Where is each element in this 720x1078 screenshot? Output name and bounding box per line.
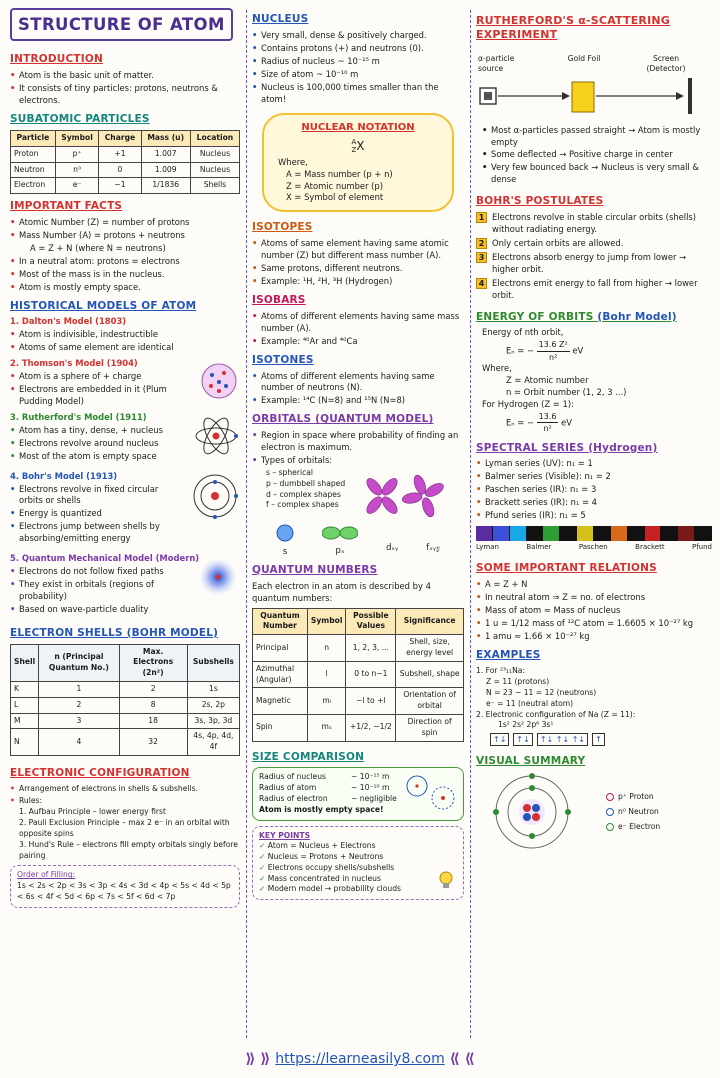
legend-neutron — [606, 807, 660, 818]
foil-label: Gold Foil — [567, 53, 601, 63]
nucleus-item: • Very small, dense & positively charged. — [252, 30, 464, 42]
energy-num-h: 13.6 — [537, 411, 559, 423]
arrow-left-icon: ⟫ ⟫ — [245, 1051, 276, 1067]
table-header: Mass (u) — [141, 131, 190, 147]
table-cell: L — [11, 697, 39, 713]
table-cell: Azimuthal (Angular) — [253, 661, 308, 688]
keypoint-item — [259, 884, 457, 895]
isotone-item: • Atoms of different elements having same number of neutrons (N). — [252, 371, 464, 395]
page-title: STRUCTURE OF ATOM — [10, 8, 233, 41]
rutherford-item: • Some deflected → Positive charge in center — [482, 149, 712, 161]
arrow-right-icon: ⟪ ⟪ — [444, 1051, 475, 1067]
config-heading: ELECTRONIC CONFIGURATION — [10, 766, 190, 779]
model-title: 2. Thomson's Model (1904) — [10, 358, 138, 369]
subatomic-heading: SUBATOMIC PARTICLES — [10, 113, 150, 126]
table-row — [11, 713, 240, 729]
energy-unit: eV — [572, 345, 584, 356]
table-cell: Nucleus — [190, 162, 239, 178]
column-divider — [246, 10, 247, 1038]
model-title: 5. Quantum Mechanical Model (Modern) — [10, 553, 200, 564]
keypoint-text: Electrons occupy shells/subshells — [267, 862, 395, 872]
energy-hyd: For Hydrogen (Z = 1): — [482, 398, 574, 409]
size-value: ~ 10⁻¹⁵ m — [351, 772, 390, 782]
table-cell: 2 — [119, 682, 187, 698]
notation-where: Where, — [278, 156, 308, 167]
relation-item: • In neutral atom ⇒ Z = no. of electrons — [476, 592, 712, 604]
table-cell: Orientation of orbital — [396, 688, 464, 715]
keypoint-item — [259, 852, 457, 863]
spectrum-label: Balmer — [526, 543, 552, 552]
size-label: Radius of nucleus — [259, 772, 326, 782]
legend-proton — [606, 792, 660, 803]
isotones-heading: ISOTONES — [252, 353, 314, 366]
table-cell: p⁺ — [55, 146, 99, 162]
spectral-item: • Lyman series (UV): n₁ = 1 — [476, 458, 712, 470]
table-cell: 8 — [119, 697, 187, 713]
model-thomson — [10, 358, 240, 408]
model-title: 1. Dalton's Model (1803) — [10, 316, 127, 327]
table-cell: 18 — [119, 713, 187, 729]
p-orbital-icon — [322, 525, 358, 541]
model-item: • Energy is quantized — [10, 508, 180, 520]
config-item: • Arrangement of electrons in shells & subshells. — [10, 784, 240, 795]
energy-num: 13.6 Z² — [537, 339, 570, 351]
neutron-dot-icon — [606, 808, 614, 816]
subatomic-table — [10, 130, 240, 194]
size-heading: SIZE COMPARISON — [252, 750, 365, 763]
filling-order-box — [10, 865, 240, 907]
table-cell: Subshell, shape — [396, 661, 464, 688]
column-3 — [476, 8, 712, 852]
bohr-heading: BOHR'S POSTULATES — [476, 195, 604, 208]
energy-unit-h: eV — [561, 417, 573, 428]
energy-formula: Eₙ = − — [506, 345, 534, 356]
model-item: • Atom is indivisible, indestructible — [10, 329, 240, 341]
orbital-type: p – dumbbell shaped — [266, 478, 346, 488]
isotope-item: • Same protons, different neutrons. — [252, 263, 464, 275]
proton-dot-icon — [606, 793, 614, 801]
table-header: Symbol — [55, 131, 99, 147]
table-cell: 1.009 — [141, 162, 190, 178]
table-cell: +1 — [99, 146, 141, 162]
isobar-item: • Atoms of different elements having same mass number (A). — [252, 311, 464, 335]
table-header: Particle — [11, 131, 56, 147]
postulate-number: 2 — [476, 238, 487, 249]
notation-item: Z = Atomic number (p) — [286, 180, 384, 191]
table-cell: mₛ — [307, 714, 346, 741]
table-cell: 1/1836 — [141, 178, 190, 194]
relation-item: • Mass of atom ≈ Mass of nucleus — [476, 605, 712, 617]
table-row — [253, 688, 464, 715]
table-cell: Nucleus — [190, 146, 239, 162]
intro-item: • It consists of tiny particles: protons, neutrons & electrons. — [10, 83, 240, 107]
postulate-number: 1 — [476, 212, 487, 223]
nucleus-item: • Radius of nucleus ~ 10⁻¹⁵ m — [252, 56, 464, 68]
model-item: • Electrons revolve around nucleus — [10, 438, 180, 450]
keypoint-text: Nucleus = Protons + Neutrons — [267, 852, 384, 862]
orbital-label: dₓᵧ — [386, 541, 399, 552]
filling-order-label: Order of Filling: — [17, 870, 76, 880]
bohr-atom-icon — [192, 473, 238, 519]
table-cell: 4 — [39, 729, 119, 756]
check-icon: ✓ — [259, 873, 268, 883]
orbital-label: pₓ — [335, 544, 345, 555]
postulate-number: 3 — [476, 252, 487, 263]
check-icon: ✓ — [259, 852, 268, 862]
spectral-heading-note: (Hydrogen) — [588, 441, 658, 454]
table-cell: M — [11, 713, 39, 729]
energy-formula-h: Eₙ = − — [506, 417, 534, 428]
energy-w1: Z = Atomic number — [506, 375, 589, 386]
table-row — [11, 178, 240, 194]
orbital-box-2p: ↑↓ ↑↓ ↑↓ — [537, 733, 588, 746]
qnumbers-intro: Each electron in an atom is described by 4 quantum numbers: — [252, 580, 431, 603]
keypoints-box — [252, 826, 464, 901]
intro-heading: INTRODUCTION — [10, 53, 103, 66]
sym-x: X — [356, 138, 365, 153]
table-cell: 1 — [39, 682, 119, 698]
orbital-label: s — [282, 545, 288, 556]
model-dalton — [10, 316, 240, 354]
size-label: Radius of atom — [259, 783, 317, 793]
energy-heading-text: ENERGY OF ORBITS — [476, 310, 594, 323]
shells-table — [10, 644, 240, 756]
visual-heading: VISUAL SUMMARY — [476, 755, 586, 768]
rutherford-diagram — [476, 46, 712, 124]
table-row — [11, 162, 240, 178]
table-row — [253, 661, 464, 688]
size-label: Radius of electron — [259, 793, 328, 803]
rutherford-heading: RUTHERFORD'S α-SCATTERING EXPERIMENT — [476, 14, 671, 42]
example-line: N = 23 − 11 = 12 (neutrons) — [486, 687, 597, 697]
model-title: 3. Rutherford's Model (1911) — [10, 411, 147, 422]
plum-pudding-icon — [200, 362, 238, 400]
spectral-heading-text: SPECTRAL SERIES — [476, 441, 585, 454]
spectrum-label: Brackett — [635, 543, 665, 552]
postulate: Electrons emit energy to fall from higher → lower orbit. — [492, 277, 698, 300]
scattering-setup-icon — [476, 74, 706, 124]
table-row — [11, 146, 240, 162]
table-cell: 32 — [119, 729, 187, 756]
keypoints-heading: KEY POINTS — [259, 830, 311, 840]
nucleus-item: • Size of atom ~ 10⁻¹⁰ m — [252, 69, 464, 81]
table-row — [11, 729, 240, 756]
nuclear-notation-box — [262, 113, 454, 212]
orbital-type: d – complex shapes — [266, 489, 341, 499]
lightbulb-icon — [439, 871, 453, 891]
table-cell: 1.007 — [141, 146, 190, 162]
relations-heading: SOME IMPORTANT RELATIONS — [476, 561, 657, 574]
fact-item: • Most of the mass is in the nucleus. — [10, 269, 240, 281]
table-cell: +1/2, −1/2 — [346, 714, 396, 741]
rutherford-item: • Most α-particles passed straight → Atom is mostly empty — [482, 125, 712, 149]
orbital-item: • Region in space where probability of finding an electron is maximum. — [252, 430, 464, 454]
table-cell: 2s, 2p — [187, 697, 239, 713]
nucleus-item: • Contains protons (+) and neutrons (0). — [252, 43, 464, 55]
table-cell: K — [11, 682, 39, 698]
orbital-box-3s: ↑ — [592, 733, 605, 746]
legend-text: p⁺ Proton — [618, 792, 654, 802]
table-cell: Spin — [253, 714, 308, 741]
table-row — [253, 714, 464, 741]
fact-item: • In a neutral atom: protons = electrons — [10, 256, 240, 268]
visual-summary — [476, 772, 712, 852]
table-cell: n — [307, 635, 346, 662]
spectrum-label: Paschen — [578, 543, 608, 552]
column-2 — [252, 8, 464, 900]
keypoint-text: Modern model → probability clouds — [267, 884, 401, 894]
model-item: • Atom is a sphere of + charge — [10, 371, 175, 383]
example-line: 1. For ²³₁₁Na: — [476, 666, 526, 676]
notation-item: X = Symbol of element — [286, 192, 384, 203]
postulate-number: 4 — [476, 278, 487, 289]
table-cell: −1 — [99, 178, 141, 194]
table-cell: 2 — [39, 697, 119, 713]
example-line: Z = 11 (protons) — [486, 677, 550, 687]
orbital-type: s – spherical — [266, 467, 314, 477]
model-bohr — [10, 471, 240, 546]
example-line: e⁻ = 11 (neutral atom) — [486, 698, 574, 708]
keypoint-item — [259, 841, 457, 852]
spectrum-label: Pfund — [691, 543, 712, 552]
size-note: Atom is mostly empty space! — [259, 804, 384, 814]
screen-label: Screen (Detector) — [646, 53, 686, 74]
postulate: Only certain orbits are allowed. — [492, 237, 624, 248]
intro-item: • Atom is the basic unit of matter. — [10, 70, 240, 82]
footer — [0, 1050, 720, 1070]
notation-symbol — [278, 138, 438, 155]
size-atoms-icon — [405, 774, 455, 812]
table-cell: Shell, size, energy level — [396, 635, 464, 662]
facts-heading: IMPORTANT FACTS — [10, 200, 123, 213]
table-cell: 0 — [99, 162, 141, 178]
source-label: α-particle source — [478, 53, 515, 74]
table-cell: N — [11, 729, 39, 756]
energy-heading — [476, 310, 712, 325]
spectrum-label: Lyman — [476, 543, 499, 552]
sym-z: Z — [351, 146, 357, 155]
shells-heading: ELECTRON SHELLS (BOHR MODEL) — [10, 626, 219, 639]
energy-where: Where, — [482, 363, 512, 374]
energy-den: n² — [549, 352, 558, 362]
qnumbers-table — [252, 608, 464, 742]
column-divider — [470, 10, 471, 1038]
nucleus-item: • Nucleus is 100,000 times smaller than the atom! — [252, 82, 464, 106]
legend-electron — [606, 822, 660, 833]
keypoint-text: Atom = Nucleus + Electrons — [267, 841, 376, 851]
orbital-shapes — [252, 524, 464, 558]
table-header: Charge — [99, 131, 141, 147]
fact-formula: A = Z + N (where N = neutrons) — [30, 242, 166, 253]
table-cell: 0 to n−1 — [346, 661, 396, 688]
check-icon: ✓ — [259, 862, 268, 872]
table-cell: 1s — [187, 682, 239, 698]
atom-summary-icon — [476, 772, 596, 852]
sym-a: A — [351, 138, 357, 147]
legend-text: n⁰ Neutron — [618, 806, 659, 816]
table-cell: mₗ — [307, 688, 346, 715]
spectrum-bar — [476, 526, 712, 541]
fact-item: • Mass Number (A) = protons + neutrons — [10, 230, 240, 242]
s-orbital-icon — [276, 524, 294, 542]
examples-heading: EXAMPLES — [476, 649, 541, 662]
spectrum-labels — [476, 543, 712, 553]
energy-block — [476, 327, 712, 434]
notation-item: A = Mass number (p + n) — [286, 168, 393, 179]
model-item: • Most of the atom is empty space — [10, 451, 180, 463]
table-row — [253, 635, 464, 662]
check-icon: ✓ — [259, 884, 268, 894]
size-value: ~ 10⁻¹⁰ m — [351, 783, 390, 793]
rule: 1. Aufbau Principle – lower energy first — [19, 807, 166, 817]
legend-text: e⁻ Electron — [618, 821, 661, 831]
isotope-item: • Example: ¹H, ²H, ³H (Hydrogen) — [252, 276, 464, 288]
model-quantum — [10, 553, 240, 616]
fact-item: • Atomic Number (Z) = number of protons — [10, 217, 240, 229]
spectral-item: • Pfund series (IR): n₁ = 5 — [476, 510, 712, 522]
table-row — [11, 682, 240, 698]
column-1 — [10, 8, 240, 908]
table-header: Location — [190, 131, 239, 147]
model-item: • Atoms of same element are identical — [10, 342, 240, 354]
nucleus-heading: NUCLEUS — [252, 13, 309, 25]
table-cell: Proton — [11, 146, 56, 162]
orbital-type: f – complex shapes — [266, 500, 339, 510]
relation-item: • 1 amu ≈ 1.66 × 10⁻²⁷ kg — [476, 631, 712, 643]
isotope-item: • Atoms of same element having same atomic number (Z) but different mass number (A). — [252, 238, 464, 262]
filling-order: 1s < 2s < 2p < 3s < 3p < 4s < 3d < 4p < 5s < 4d < 5p < 6s < 4f < 5d < 6p < 7s < 5f < 6d < 7p — [17, 881, 231, 901]
table-cell: Direction of spin — [396, 714, 464, 741]
models-heading: HISTORICAL MODELS OF ATOM — [10, 299, 197, 312]
website-link[interactable]: https://learneasily8.com — [275, 1051, 445, 1067]
isotopes-heading: ISOTOPES — [252, 221, 313, 234]
table-cell: −l to +l — [346, 688, 396, 715]
rule: 3. Hund's Rule – electrons fill empty orbitals singly before pairing — [19, 839, 238, 860]
notation-heading: NUCLEAR NOTATION — [301, 122, 415, 134]
table-cell: Electron — [11, 178, 56, 194]
relation-item: • 1 u = 1/12 mass of ¹²C atom = 1.6605 × 10⁻²⁷ kg — [476, 618, 712, 630]
table-cell: Magnetic — [253, 688, 308, 715]
keypoint-item — [259, 863, 457, 874]
table-cell: Principal — [253, 635, 308, 662]
electron-dot-icon — [606, 823, 614, 831]
postulate: Electrons revolve in stable circular orbits (shells) without radiating energy. — [492, 212, 697, 235]
config-item: • Rules: — [10, 796, 240, 807]
table-cell: Neutron — [11, 162, 56, 178]
check-icon: ✓ — [259, 841, 268, 851]
size-box — [252, 767, 464, 820]
isobar-item: • Example: ⁴⁰Ar and ⁴⁰Ca — [252, 336, 464, 348]
table-cell: 3 — [39, 713, 119, 729]
rutherford-atom-icon — [194, 414, 238, 458]
spectral-heading — [476, 441, 712, 456]
model-item: • Electrons do not follow fixed paths — [10, 566, 185, 578]
model-item: • Electrons jump between shells by absorbing/emitting energy — [10, 521, 180, 545]
energy-den-h: n² — [543, 424, 552, 434]
table-cell: 3s, 3p, 3d — [187, 713, 239, 729]
model-item: • Atom has a tiny, dense, + nucleus — [10, 425, 180, 437]
table-header: Significance — [396, 608, 464, 635]
table-cell: l — [307, 661, 346, 688]
table-header: Subshells — [187, 644, 239, 681]
relation-item: • A = Z + N — [476, 579, 712, 591]
table-header: Symbol — [307, 608, 346, 635]
table-header: Max. Electrons (2n²) — [119, 644, 187, 681]
spectral-item: • Balmer series (Visible): n₁ = 2 — [476, 471, 712, 483]
table-header: n (Principal Quantum No.) — [39, 644, 119, 681]
table-header: Possible Values — [346, 608, 396, 635]
table-header: Shell — [11, 644, 39, 681]
energy-w2: n = Orbit number (1, 2, 3 ...) — [506, 386, 627, 397]
model-item: • Electrons are embedded in it (Plum Pudding Model) — [10, 384, 175, 408]
table-cell: Shells — [190, 178, 239, 194]
example-line: 2. Electronic configuration of Na (Z = 11): — [476, 709, 636, 719]
model-rutherford — [10, 412, 240, 463]
spectral-item: • Brackett series (IR): n₁ = 4 — [476, 497, 712, 509]
energy-heading-note: (Bohr Model) — [597, 310, 677, 323]
isobars-heading: ISOBARS — [252, 293, 306, 306]
qnumbers-heading: QUANTUM NUMBERS — [252, 563, 378, 576]
table-cell: 4s, 4p, 4d, 4f — [187, 729, 239, 756]
table-cell: n⁰ — [55, 162, 99, 178]
fact-item: • Atom is mostly empty space. — [10, 282, 240, 294]
postulate: Electrons absorb energy to jump from lower → higher orbit. — [492, 251, 687, 274]
size-value: ~ negligible — [351, 793, 397, 803]
energy-line: Energy of nth orbit, — [482, 327, 564, 338]
example-line: 1s² 2s² 2p⁶ 3s¹ — [498, 720, 554, 730]
table-cell: e⁻ — [55, 178, 99, 194]
model-item: • They exist in orbitals (regions of probability) — [10, 579, 185, 603]
table-row — [11, 697, 240, 713]
orbitals-heading: ORBITALS (QUANTUM MODEL) — [252, 413, 434, 426]
orbital-box-1s: ↑↓ — [490, 733, 509, 746]
orbital-item: • Types of orbitals: — [252, 455, 464, 467]
rutherford-item: • Very few bounced back → Nucleus is very small & dense — [482, 162, 712, 186]
model-item: • Based on wave-particle duality — [10, 604, 185, 616]
model-item: • Electrons revolve in fixed circular orbits or shells — [10, 484, 180, 508]
orbital-label: fₓᵧ𝓏 — [426, 541, 440, 552]
table-cell: 1, 2, 3, ... — [346, 635, 396, 662]
keypoint-text: Mass concentrated in nucleus — [267, 873, 381, 883]
table-header: Quantum Number — [253, 608, 308, 635]
orbital-box-2s: ↑↓ — [513, 733, 532, 746]
rule: 2. Pauli Exclusion Principle – max 2 e⁻ in an orbital with opposite spins — [19, 818, 230, 838]
spectral-item: • Paschen series (IR): n₁ = 3 — [476, 484, 712, 496]
model-title: 4. Bohr's Model (1913) — [10, 470, 118, 481]
d-f-orbital-icon — [362, 472, 452, 522]
orbital-boxes — [476, 733, 712, 746]
keypoint-item — [259, 874, 457, 885]
isotone-item: • Example: ¹⁴C (N=8) and ¹⁵N (N=8) — [252, 395, 464, 407]
electron-cloud-icon — [198, 557, 238, 597]
